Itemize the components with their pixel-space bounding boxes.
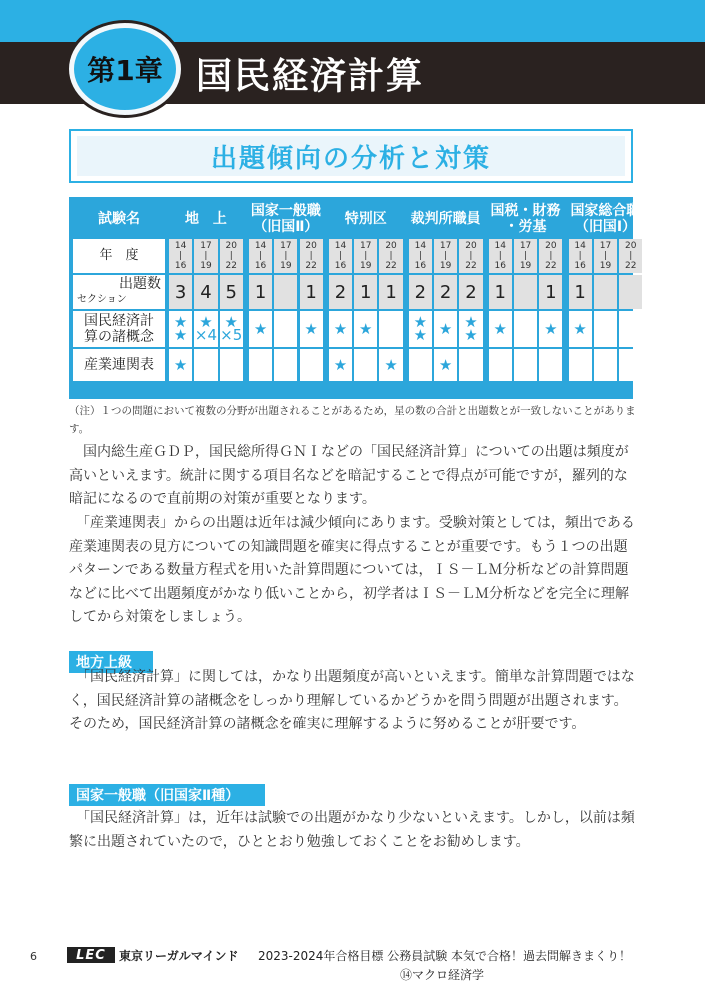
star-cell xyxy=(569,349,592,381)
star-cell: ★ xyxy=(434,349,457,381)
book-subtitle: ⑭マクロ経済学 xyxy=(400,968,485,982)
star-cell xyxy=(539,349,562,381)
count-label-text: 出題数 xyxy=(119,276,161,292)
section-row-label: 産業連関表 xyxy=(73,349,165,381)
count-cell: 1 xyxy=(379,275,402,309)
year-cell: 14 | 16 xyxy=(169,239,192,273)
star-cell: ★ ×4 xyxy=(194,311,217,347)
count-cell: 1 xyxy=(569,275,592,309)
star-cell xyxy=(300,349,323,381)
year-cell: 14 | 16 xyxy=(489,239,512,273)
section-label-text: セクション xyxy=(77,294,127,305)
year-cell: 17 | 19 xyxy=(194,239,217,273)
paragraph-1: 国内総生産ＧＤＰ，国民総所得ＧＮＩなどの「国民経済計算」についての出題は頻度が高いといえます。統計に関する項目名などを暗記することで得点が可能ですが，羅列的な暗記になるので直前期の対策が重要となります。 xyxy=(69,444,629,507)
star-cell xyxy=(274,311,297,347)
star-cell xyxy=(619,311,642,347)
star-cell: ★ ×5 xyxy=(220,311,243,347)
paragraph-3: 「国民経済計算」に関しては，かなり出題頻度が高いといえます。簡単な計算問題ではなく，国民経済計算の諸概念をしっかり理解しているかどうかを問う問題が出題されます。そのため，国民経済計算の諸概念を確実に理解するように努めることが肝要です。 xyxy=(69,669,635,732)
year-cell: 17 | 19 xyxy=(594,239,617,273)
count-cell: 1 xyxy=(489,275,512,309)
count-cell: 1 xyxy=(539,275,562,309)
exam-trend-table xyxy=(69,197,641,399)
count-cell: 2 xyxy=(434,275,457,309)
exam-header: 国家総合職 （旧国Ⅰ） xyxy=(570,203,641,235)
star-cell: ★ xyxy=(539,311,562,347)
year-label: 年 度 xyxy=(73,239,165,273)
page-number: 6 xyxy=(30,950,37,963)
count-cell: 2 xyxy=(409,275,432,309)
section-heading-chiho: 地方上級 xyxy=(69,651,153,673)
year-cell: 14 | 16 xyxy=(569,239,592,273)
star-cell: ★ ★ xyxy=(409,311,432,347)
chapter-title: 国民経済計算 xyxy=(196,56,425,97)
star-cell xyxy=(379,311,402,347)
count-cell: 3 xyxy=(169,275,192,309)
star-cell: ★ xyxy=(379,349,402,381)
year-cell: 20 | 22 xyxy=(459,239,482,273)
star-cell xyxy=(409,349,432,381)
paragraph-2: 「産業連関表」からの出題は近年は減少傾向にあります。受験対策としては，頻出である産業連関表の見方についての知識問題を確実に得点することが重要です。もう１つの出題パターンである数量方程式を用いた計算問題については，ＩＳ－ＬＭ分析などの計算問題などに比べて出題頻度がかなり低いことから，初学者はＩＳ－ＬＭ分析などを完全に理解してから対策をしましょう。 xyxy=(69,515,635,625)
star-cell: ★ xyxy=(249,311,272,347)
chapter-label: 第1章 xyxy=(74,28,176,110)
banner-title: 出題傾向の分析と対策 xyxy=(77,136,625,176)
count-cell: 1 xyxy=(249,275,272,309)
year-cell: 17 | 19 xyxy=(434,239,457,273)
star-cell: ★ xyxy=(489,311,512,347)
year-cell: 20 | 22 xyxy=(379,239,402,273)
year-cell: 17 | 19 xyxy=(354,239,377,273)
star-cell xyxy=(514,311,537,347)
count-cell xyxy=(274,275,297,309)
star-cell: ★ xyxy=(434,311,457,347)
table-corner-label: 試験名 xyxy=(98,211,140,227)
star-cell: ★ xyxy=(329,311,352,347)
count-cell: 1 xyxy=(300,275,323,309)
book-title: 2023-2024年合格目標 公務員試験 本気で合格！過去問解きまくり！ xyxy=(258,949,632,963)
star-cell xyxy=(274,349,297,381)
star-cell: ★ ★ xyxy=(459,311,482,347)
count-cell xyxy=(594,275,617,309)
year-cell: 20 | 22 xyxy=(619,239,642,273)
star-cell xyxy=(249,349,272,381)
year-cell: 17 | 19 xyxy=(514,239,537,273)
star-cell: ★ xyxy=(329,349,352,381)
star-cell: ★ ★ xyxy=(169,311,192,347)
star-cell xyxy=(194,349,217,381)
count-cell xyxy=(514,275,537,309)
publisher-name: 東京リーガルマインド xyxy=(119,949,239,963)
year-cell: 20 | 22 xyxy=(220,239,243,273)
year-cell: 17 | 19 xyxy=(274,239,297,273)
count-label xyxy=(73,275,165,309)
exam-header: 特別区 xyxy=(344,211,387,227)
count-cell: 2 xyxy=(459,275,482,309)
lec-logo: LEC xyxy=(67,947,115,963)
count-cell: 4 xyxy=(194,275,217,309)
year-cell: 14 | 16 xyxy=(409,239,432,273)
section-heading-kokka: 国家一般職（旧国家Ⅱ種） xyxy=(69,784,265,806)
exam-header: 裁判所職員 xyxy=(410,211,481,227)
star-cell xyxy=(489,349,512,381)
star-cell xyxy=(594,311,617,347)
star-cell xyxy=(220,349,243,381)
star-cell xyxy=(594,349,617,381)
count-cell: 2 xyxy=(329,275,352,309)
star-cell xyxy=(514,349,537,381)
table-note: （注）１つの問題において複数の分野が出題されることがあるため，星の数の合計と出題数とが一致しないことがあります。 xyxy=(69,405,636,435)
year-cell: 14 | 16 xyxy=(329,239,352,273)
exam-header: 国税・財務 ・労基 xyxy=(490,203,561,235)
year-cell: 20 | 22 xyxy=(539,239,562,273)
count-cell: 1 xyxy=(354,275,377,309)
star-cell: ★ xyxy=(169,349,192,381)
star-cell xyxy=(459,349,482,381)
year-cell: 20 | 22 xyxy=(300,239,323,273)
star-cell xyxy=(619,349,642,381)
star-cell: ★ xyxy=(300,311,323,347)
exam-header: 地 上 xyxy=(184,211,227,227)
count-cell: 5 xyxy=(220,275,243,309)
exam-header: 国家一般職 （旧国Ⅱ） xyxy=(250,203,321,235)
star-cell: ★ xyxy=(354,311,377,347)
star-cell: ★ xyxy=(569,311,592,347)
star-cell xyxy=(354,349,377,381)
paragraph-4: 「国民経済計算」は，近年は試験での出題がかなり少ないといえます。しかし，以前は頻繁に出題されていたので，ひととおり勉強しておくことをお勧めします。 xyxy=(69,810,635,850)
section-row-label: 国民経済計 算の諸概念 xyxy=(73,311,165,347)
year-cell: 14 | 16 xyxy=(249,239,272,273)
count-cell xyxy=(619,275,642,309)
section-banner xyxy=(69,129,633,183)
